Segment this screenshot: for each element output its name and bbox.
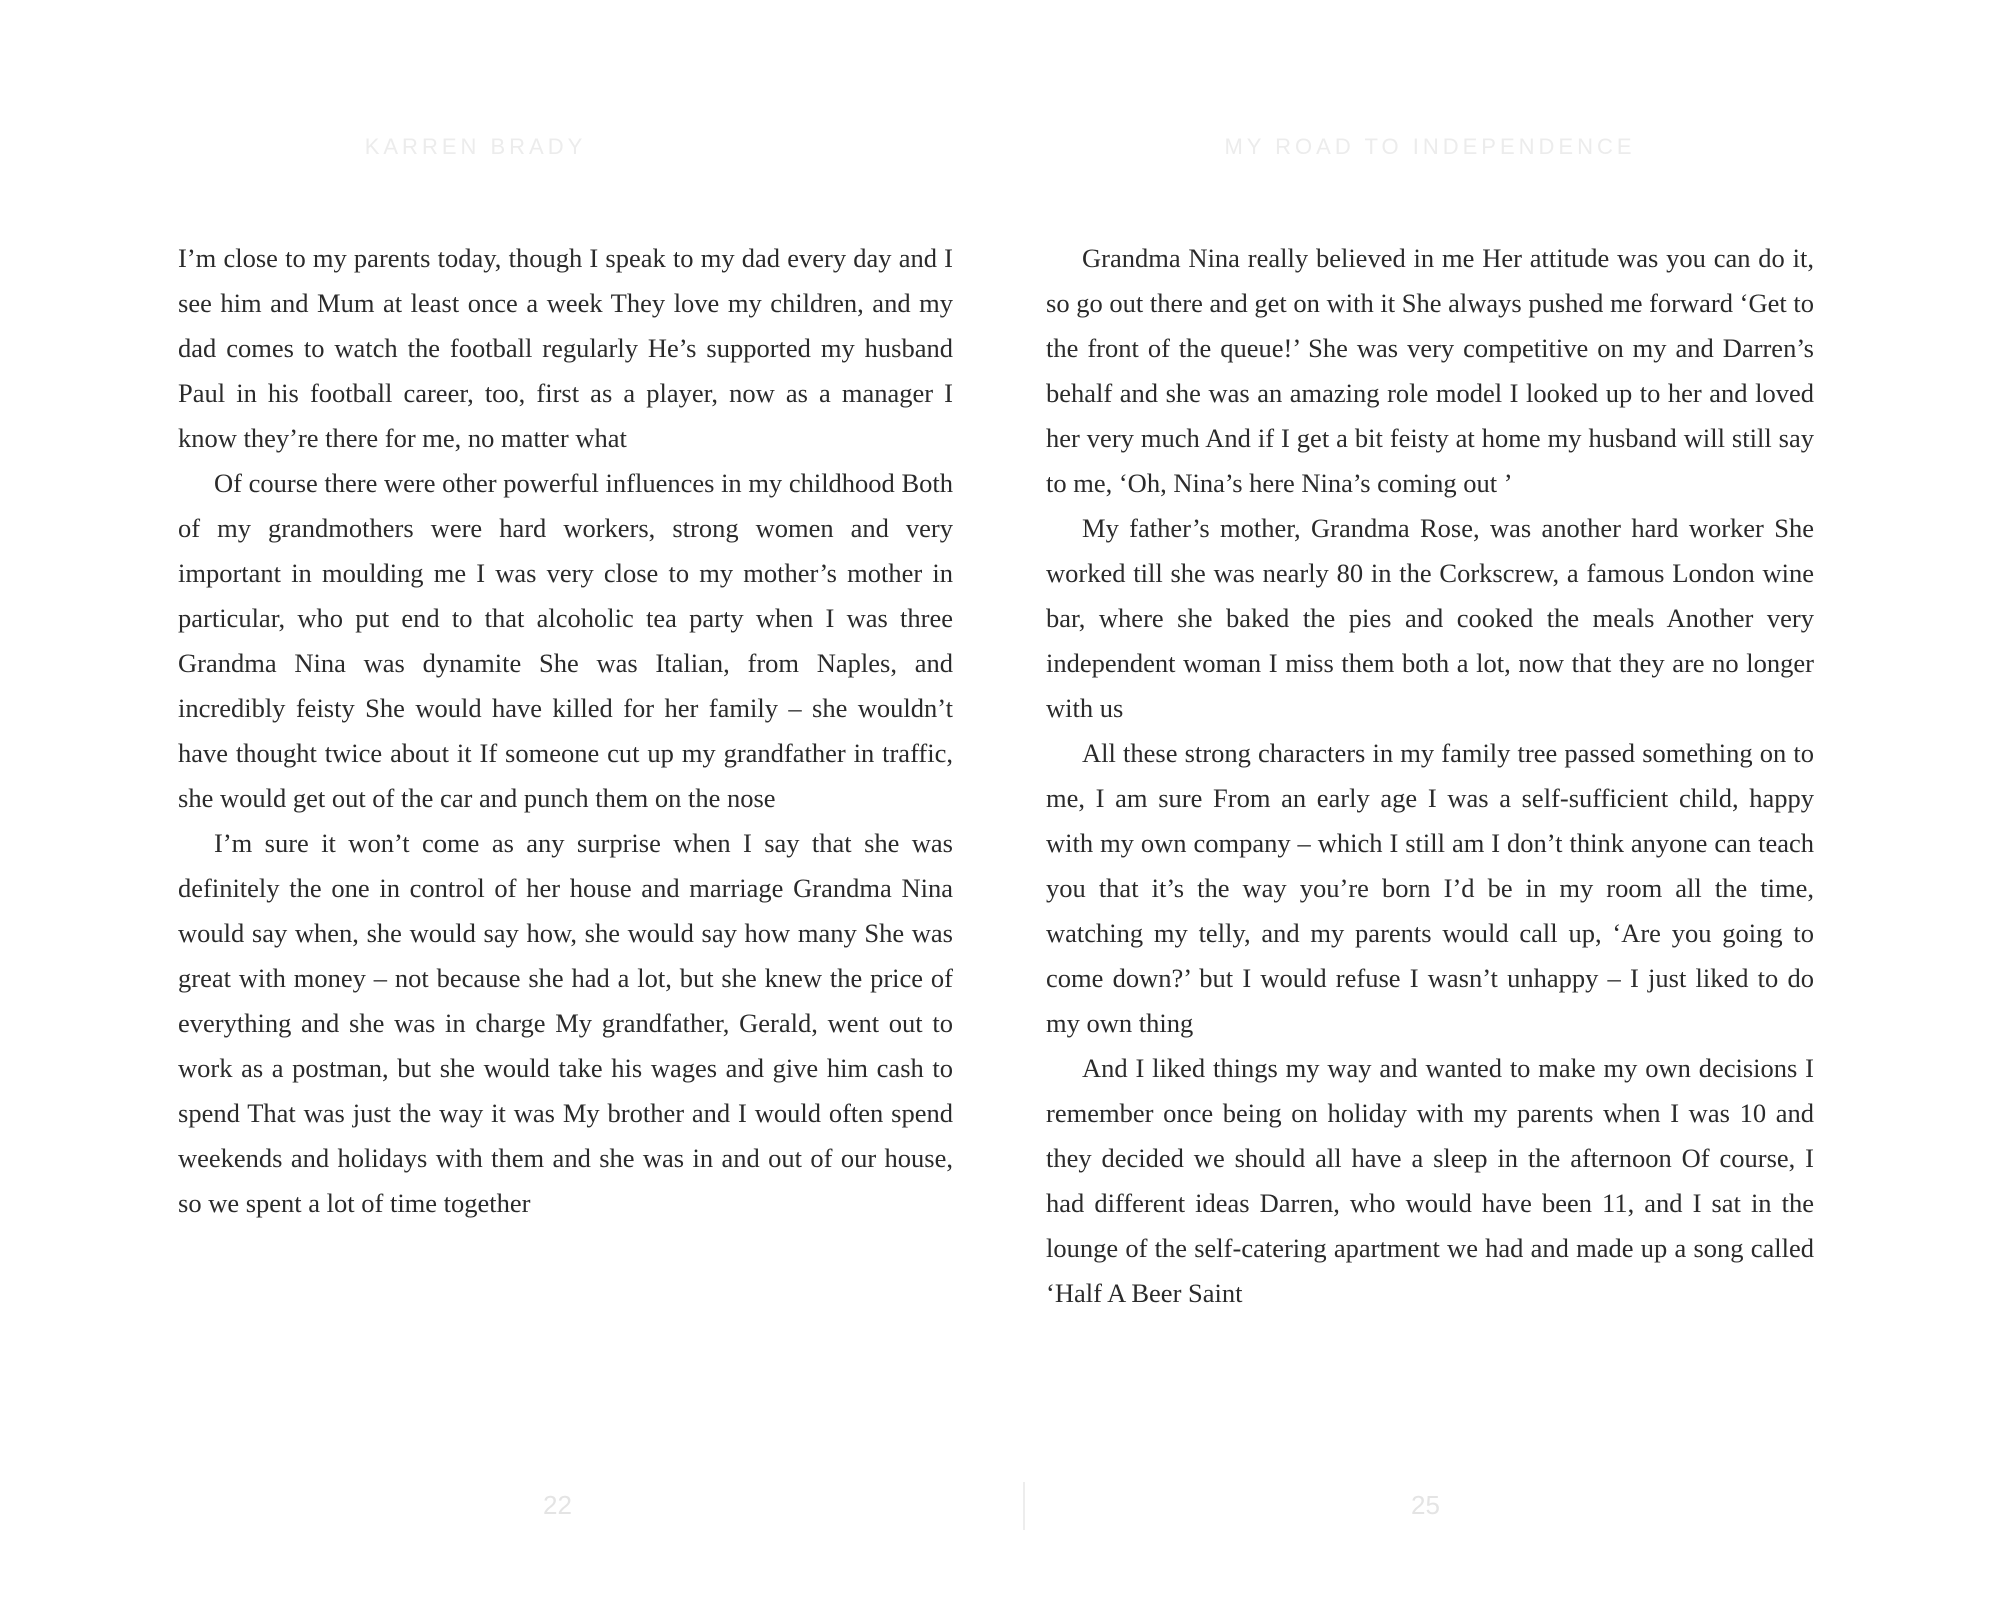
running-head-author: KARREN BRADY [364, 134, 587, 159]
paragraph: All these strong characters in my family tree passed something on to me, I am sure From an early age I was a self-sufficient child, happy with my own company – which I still am I don’t think anyone can teach you that it’s the way you’re born I’d be in my room all the time, watching my telly, and my parents would call up, ‘Are you going to come down?’ but I would refuse I wasn’t unhappy – I just liked to do my own thing [1046, 738, 1814, 1038]
paragraph: Of course there were other powerful influences in my childhood Both of my grandmothers were hard workers, strong women and very important in moulding me I was very close to my mother’s mother in particular, who put end to that alcoholic tea party when I was three Grandma Nina was dynamite She was Italian, from Naples, and incredibly feisty She would have killed for her family – she wouldn’t have thought twice about it If someone cut up my grandfather in traffic, she would get out of the car and punch them on the nose [178, 468, 953, 813]
paragraph: And I liked things my way and wanted to make my own decisions I remember once being on holiday with my parents when I was 10 and they decided we should all have a sleep in the afternoon Of course, I had different ideas Darren, who would have been 11, and I sat in the lounge of the self-catering apartment we had and made up a song called ‘Half A Beer Saint [1046, 1053, 1814, 1308]
gutter-divider [1023, 1482, 1025, 1530]
page-number: 25 [1411, 1490, 1440, 1520]
left-page-body [178, 236, 953, 1226]
page-number: 22 [543, 1490, 572, 1520]
right-page [1046, 0, 1814, 1619]
running-head-title: MY ROAD TO INDEPENDENCE [1224, 134, 1636, 159]
paragraph: My father’s mother, Grandma Rose, was another hard worker She worked till she was nearly 80 in the Corkscrew, a famous London wine bar, where she baked the pies and cooked the meals Another very independent woman I miss them both a lot, now that they are no longer with us [1046, 513, 1814, 723]
paragraph: I’m close to my parents today, though I speak to my dad every day and I see him and Mum at least once a week They love my children, and my dad comes to watch the football regularly He’s supported my husband Paul in his football career, too, first as a player, now as a manager I know they’re there for me, no matter what [178, 243, 953, 453]
paragraph: Grandma Nina really believed in me Her attitude was you can do it, so go out there and get on with it She always pushed me forward ‘Get to the front of the queue!’ She was very competitive on my and Darren’s behalf and she was an amazing role model I looked up to her and loved her very much And if I get a bit feisty at home my husband will still say to me, ‘Oh, Nina’s here Nina’s coming out ’ [1046, 243, 1814, 498]
right-page-body [1046, 236, 1814, 1316]
left-page [178, 0, 953, 1619]
paragraph: I’m sure it won’t come as any surprise when I say that she was definitely the one in control of her house and marriage Grandma Nina would say when, she would say how, she would say how many She was great with money – not because she had a lot, but she knew the price of everything and she was in charge My grandfather, Gerald, went out to work as a postman, but she would take his wages and give him cash to spend That was just the way it was My brother and I would often spend weekends and holidays with them and she was in and out of our house, so we spent a lot of time together [178, 828, 953, 1218]
